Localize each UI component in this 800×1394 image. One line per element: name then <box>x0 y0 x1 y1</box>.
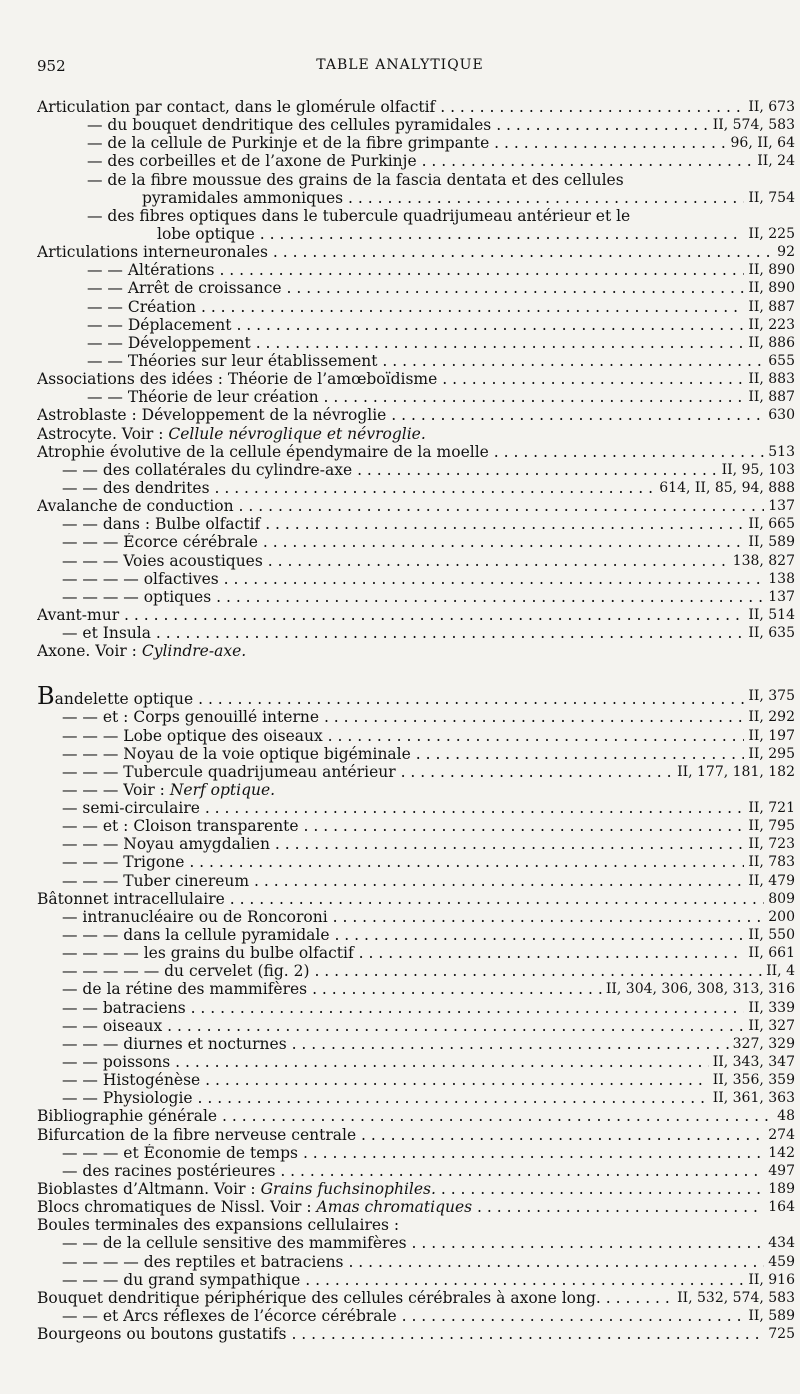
entry-pages: 96, II, 64 <box>727 134 796 152</box>
index-entry <box>37 708 795 726</box>
index-entry <box>37 1162 795 1180</box>
entry-text: — — — — des reptiles et batraciens . . . <box>37 1253 795 1271</box>
index-entry <box>37 817 795 835</box>
entry-text: Bouquet dendritique périphérique des cellules cérébrales à axone long. . . . <box>37 1289 795 1307</box>
entry-text: — — Théories sur leur établissement . . . <box>37 352 795 370</box>
index-entry <box>37 406 795 424</box>
entry-pages: II, 721 <box>744 799 795 817</box>
index-entry <box>37 684 795 708</box>
index-entry <box>37 1017 795 1035</box>
index-entry <box>37 944 795 962</box>
index-entry <box>37 1180 795 1198</box>
entry-pages: II, 665 <box>744 515 795 533</box>
index-entry <box>37 552 795 570</box>
entry-text: — de la fibre moussue des grains de la fascia dentata et des cellules <box>87 170 624 189</box>
index-entry <box>37 279 795 297</box>
entry-text: — — — — olfactives . . . <box>37 570 795 588</box>
index-entry <box>37 890 795 908</box>
entry-text: — — Altérations . . . <box>37 261 795 279</box>
entry-text: Bibliographie générale . . . <box>37 1107 795 1125</box>
entry-pages: II, 223 <box>744 316 795 334</box>
index-entry <box>37 189 795 207</box>
entry-text: pyramidales ammoniques . . . <box>37 189 795 207</box>
index-entry <box>37 763 795 781</box>
entry-pages: II, 883 <box>744 370 795 388</box>
page-number: 952 <box>37 57 66 75</box>
entry-text: Associations des idées : Théorie de l’amœboïdisme . . . <box>37 370 795 388</box>
entry-pages: II, 356, 359 <box>709 1071 795 1089</box>
entry-text: — des fibres optiques dans le tubercule quadrijumeau antérieur et le <box>87 206 631 225</box>
entry-pages: II, 177, 181, 182 <box>673 763 795 781</box>
entry-pages: II, 795 <box>744 817 795 835</box>
index-entry <box>37 261 795 279</box>
entry-text: — — et : Cloison transparente . . . <box>37 817 795 835</box>
entry-pages: II, 916 <box>744 1271 795 1289</box>
entry-pages: II, 361, 363 <box>709 1089 795 1107</box>
entry-text: — — — — les grains du bulbe olfactif . . . <box>37 944 795 962</box>
entry-pages: II, 887 <box>744 298 795 316</box>
entry-text: — — dans : Bulbe olfactif . . . <box>37 515 795 533</box>
entry-text: — des racines postérieures . . . <box>37 1162 795 1180</box>
index-entry <box>37 1216 795 1234</box>
entry-pages: 138 <box>764 570 795 588</box>
entry-pages: II, 343, 347 <box>709 1053 795 1071</box>
index-entry <box>37 980 795 998</box>
index-entry <box>37 624 795 642</box>
index-entry <box>37 479 795 497</box>
entry-text: — — et Arcs réflexes de l’écorce cérébrale . . . <box>37 1307 795 1325</box>
index-entry <box>37 152 795 170</box>
entry-pages: II, 589 <box>744 1307 795 1325</box>
entry-text: — — des dendrites . . . <box>37 479 795 497</box>
index-entry <box>37 1126 795 1144</box>
entry-pages: II, 783 <box>744 853 795 871</box>
index-entry <box>37 461 795 479</box>
index-entry <box>37 533 795 551</box>
entry-pages: 497 <box>764 1162 795 1180</box>
entry-text: — — — Noyau de la voie optique bigéminale . . . <box>37 745 795 763</box>
entry-pages: 630 <box>764 406 795 424</box>
entry-text: — du bouquet dendritique des cellules pyramidales . . . <box>37 116 795 134</box>
entry-text: — — — Trigone . . . <box>37 853 795 871</box>
entry-text: lobe optique . . . <box>37 225 795 243</box>
entry-pages: 142 <box>764 1144 795 1162</box>
entry-pages: II, 4 <box>762 962 795 980</box>
index-entry <box>37 835 795 853</box>
entry-text: — — — du grand sympathique . . . <box>37 1271 795 1289</box>
entry-pages: II, 24 <box>753 152 795 170</box>
entry-text: — — batraciens . . . <box>37 999 795 1017</box>
index-entry <box>37 207 795 225</box>
entry-pages: II, 754 <box>744 189 795 207</box>
entry-text: — — — Écorce cérébrale . . . <box>37 533 795 551</box>
index-entry <box>37 1289 795 1307</box>
index-entries <box>37 98 795 1343</box>
entry-pages: II, 514 <box>744 606 795 624</box>
index-entry <box>37 497 795 515</box>
index-entry <box>37 515 795 533</box>
running-header <box>0 57 800 79</box>
entry-pages: 327, 329 <box>729 1035 795 1053</box>
index-entry <box>37 1089 795 1107</box>
entry-text: — — Développement . . . <box>37 334 795 352</box>
entry-pages: 809 <box>764 890 795 908</box>
entry-pages: 92 <box>773 243 795 261</box>
entry-pages: II, 304, 306, 308, 313, 316 <box>602 980 795 998</box>
index-entry <box>37 98 795 116</box>
entry-text: Articulation par contact, dans le glomérule olfactif . . . <box>37 98 795 116</box>
index-entry <box>37 1198 795 1216</box>
index-entry <box>37 745 795 763</box>
entry-pages: II, 886 <box>744 334 795 352</box>
entry-text: — — et : Corps genouillé interne . . . <box>37 708 795 726</box>
index-entry <box>37 388 795 406</box>
entry-pages: II, 532, 574, 583 <box>673 1289 795 1307</box>
entry-pages: 434 <box>764 1234 795 1252</box>
entry-pages: II, 295 <box>744 745 795 763</box>
entry-text: — — Déplacement . . . <box>37 316 795 334</box>
entry-text: — — Physiologie . . . <box>37 1089 795 1107</box>
entry-pages: 200 <box>764 908 795 926</box>
index-entry <box>37 962 795 980</box>
index-entry <box>37 1144 795 1162</box>
entry-pages: 274 <box>764 1126 795 1144</box>
entry-text: — — — — optiques . . . <box>37 588 795 606</box>
index-entry <box>37 908 795 926</box>
entry-text: Blocs chromatiques de Nissl. Voir : Amas chromatiques . . . <box>37 1198 795 1216</box>
index-entry <box>37 1071 795 1089</box>
index-entry <box>37 1271 795 1289</box>
index-entry <box>37 425 795 443</box>
index-entry <box>37 660 795 684</box>
entry-text: — — des collatérales du cylindre-axe . . . <box>37 461 795 479</box>
entry-text: Astrocyte. Voir : Cellule névroglique et névroglie. <box>37 424 426 443</box>
index-entry <box>37 443 795 461</box>
index-entry <box>37 1325 795 1343</box>
entry-pages: 614, II, 85, 94, 888 <box>655 479 795 497</box>
entry-text: — semi-circulaire . . . <box>37 799 795 817</box>
entry-pages: II, 550 <box>744 926 795 944</box>
index-entry <box>37 116 795 134</box>
entry-pages: II, 339 <box>744 999 795 1017</box>
index-entry <box>37 298 795 316</box>
index-entry <box>37 316 795 334</box>
index-entry <box>37 1307 795 1325</box>
index-entry <box>37 225 795 243</box>
entry-pages: 513 <box>764 443 795 461</box>
entry-text: — — — et Économie de temps . . . <box>37 1144 795 1162</box>
index-entry <box>37 1253 795 1271</box>
entry-text: — — — Lobe optique des oiseaux . . . <box>37 727 795 745</box>
entry-text: Axone. Voir : Cylindre-axe. <box>37 642 247 661</box>
index-entry <box>37 1035 795 1053</box>
index-entry <box>37 352 795 370</box>
entry-text: Boules terminales des expansions cellulaires : <box>37 1216 400 1235</box>
entry-text: — — — Tuber cinereum . . . <box>37 872 795 890</box>
index-entry <box>37 727 795 745</box>
entry-text: — — poissons . . . <box>37 1053 795 1071</box>
index-entry <box>37 370 795 388</box>
index-entry <box>37 243 795 261</box>
entry-text: — — Arrêt de croissance . . . <box>37 279 795 297</box>
entry-pages: 164 <box>764 1198 795 1216</box>
entry-text: Astroblaste : Développement de la névroglie . . . <box>37 406 795 424</box>
entry-text: — — — Tubercule quadrijumeau antérieur . . . <box>37 763 795 781</box>
entry-text: — de la rétine des mammifères . . . <box>37 980 795 998</box>
index-entry <box>37 872 795 890</box>
index-entry <box>37 1053 795 1071</box>
entry-pages: II, 574, 583 <box>709 116 795 134</box>
entry-pages: II, 95, 103 <box>718 461 795 479</box>
entry-text: — — Histogénèse . . . <box>37 1071 795 1089</box>
entry-pages: II, 292 <box>744 708 795 726</box>
entry-text: Articulations interneuronales . . . <box>37 243 795 261</box>
entry-pages: II, 890 <box>744 279 795 297</box>
entry-text: — — — dans la cellule pyramidale . . . <box>37 926 795 944</box>
index-entry <box>37 853 795 871</box>
entry-pages: II, 479 <box>744 872 795 890</box>
entry-text: — de la cellule de Purkinje et de la fibre grimpante . . . <box>37 134 795 152</box>
index-entry <box>37 1107 795 1125</box>
index-entry <box>37 926 795 944</box>
entry-pages: II, 890 <box>744 261 795 279</box>
entry-pages: II, 635 <box>744 624 795 642</box>
entry-text: — — — Noyau amygdalien . . . <box>37 835 795 853</box>
entry-pages: 137 <box>764 588 795 606</box>
entry-text: — des corbeilles et de l’axone de Purkinje . . . <box>37 152 795 170</box>
entry-text: Bâtonnet intracellulaire . . . <box>37 890 795 908</box>
entry-pages: 459 <box>764 1253 795 1271</box>
entry-text: — intranucléaire ou de Roncoroni . . . <box>37 908 795 926</box>
entry-pages: 655 <box>764 352 795 370</box>
entry-text: — — de la cellule sensitive des mammifères . . . <box>37 1234 795 1252</box>
entry-text: — — — diurnes et nocturnes . . . <box>37 1035 795 1053</box>
entry-pages: II, 589 <box>744 533 795 551</box>
index-entry <box>37 334 795 352</box>
entry-text: Bioblastes d’Altmann. Voir : Grains fuchsinophiles. . . . <box>37 1180 795 1198</box>
entry-text: Bandelette optique . . . <box>37 684 795 708</box>
index-entry <box>37 999 795 1017</box>
entry-pages: II, 661 <box>744 944 795 962</box>
entry-text: Avant-mur . . . <box>37 606 795 624</box>
entry-pages: 725 <box>764 1325 795 1343</box>
index-entry <box>37 171 795 189</box>
index-entry <box>37 799 795 817</box>
index-entry <box>37 134 795 152</box>
index-entry <box>37 1234 795 1252</box>
entry-text: — — oiseaux . . . <box>37 1017 795 1035</box>
entry-pages: 189 <box>764 1180 795 1198</box>
entry-text: — — — Voies acoustiques . . . <box>37 552 795 570</box>
entry-text: — — — Voir : Nerf optique. <box>62 780 276 799</box>
entry-text: Atrophie évolutive de la cellule épendymaire de la moelle . . . <box>37 443 795 461</box>
entry-pages: II, 673 <box>744 98 795 116</box>
entry-text: — et Insula . . . <box>37 624 795 642</box>
entry-pages: II, 375 <box>744 684 795 708</box>
entry-text: — — Création . . . <box>37 298 795 316</box>
index-entry <box>37 642 795 660</box>
entry-pages: II, 887 <box>744 388 795 406</box>
entry-pages: 137 <box>764 497 795 515</box>
entry-text: — — Théorie de leur création . . . <box>37 388 795 406</box>
running-title: TABLE ANALYTIQUE <box>316 57 484 73</box>
entry-text: — — — — — du cervelet (fig. 2) . . . <box>37 962 795 980</box>
index-entry <box>37 570 795 588</box>
entry-pages: 48 <box>773 1107 795 1125</box>
entry-pages: II, 197 <box>744 727 795 745</box>
entry-pages: II, 327 <box>744 1017 795 1035</box>
entry-text: Avalanche de conduction . . . <box>37 497 795 515</box>
entry-text: Bourgeons ou boutons gustatifs . . . <box>37 1325 795 1343</box>
entry-pages: 138, 827 <box>729 552 795 570</box>
index-entry <box>37 588 795 606</box>
entry-text: Bifurcation de la fibre nerveuse centrale . . . <box>37 1126 795 1144</box>
entry-pages: II, 225 <box>744 225 795 243</box>
entry-pages: II, 723 <box>744 835 795 853</box>
index-entry <box>37 781 795 799</box>
index-entry <box>37 606 795 624</box>
